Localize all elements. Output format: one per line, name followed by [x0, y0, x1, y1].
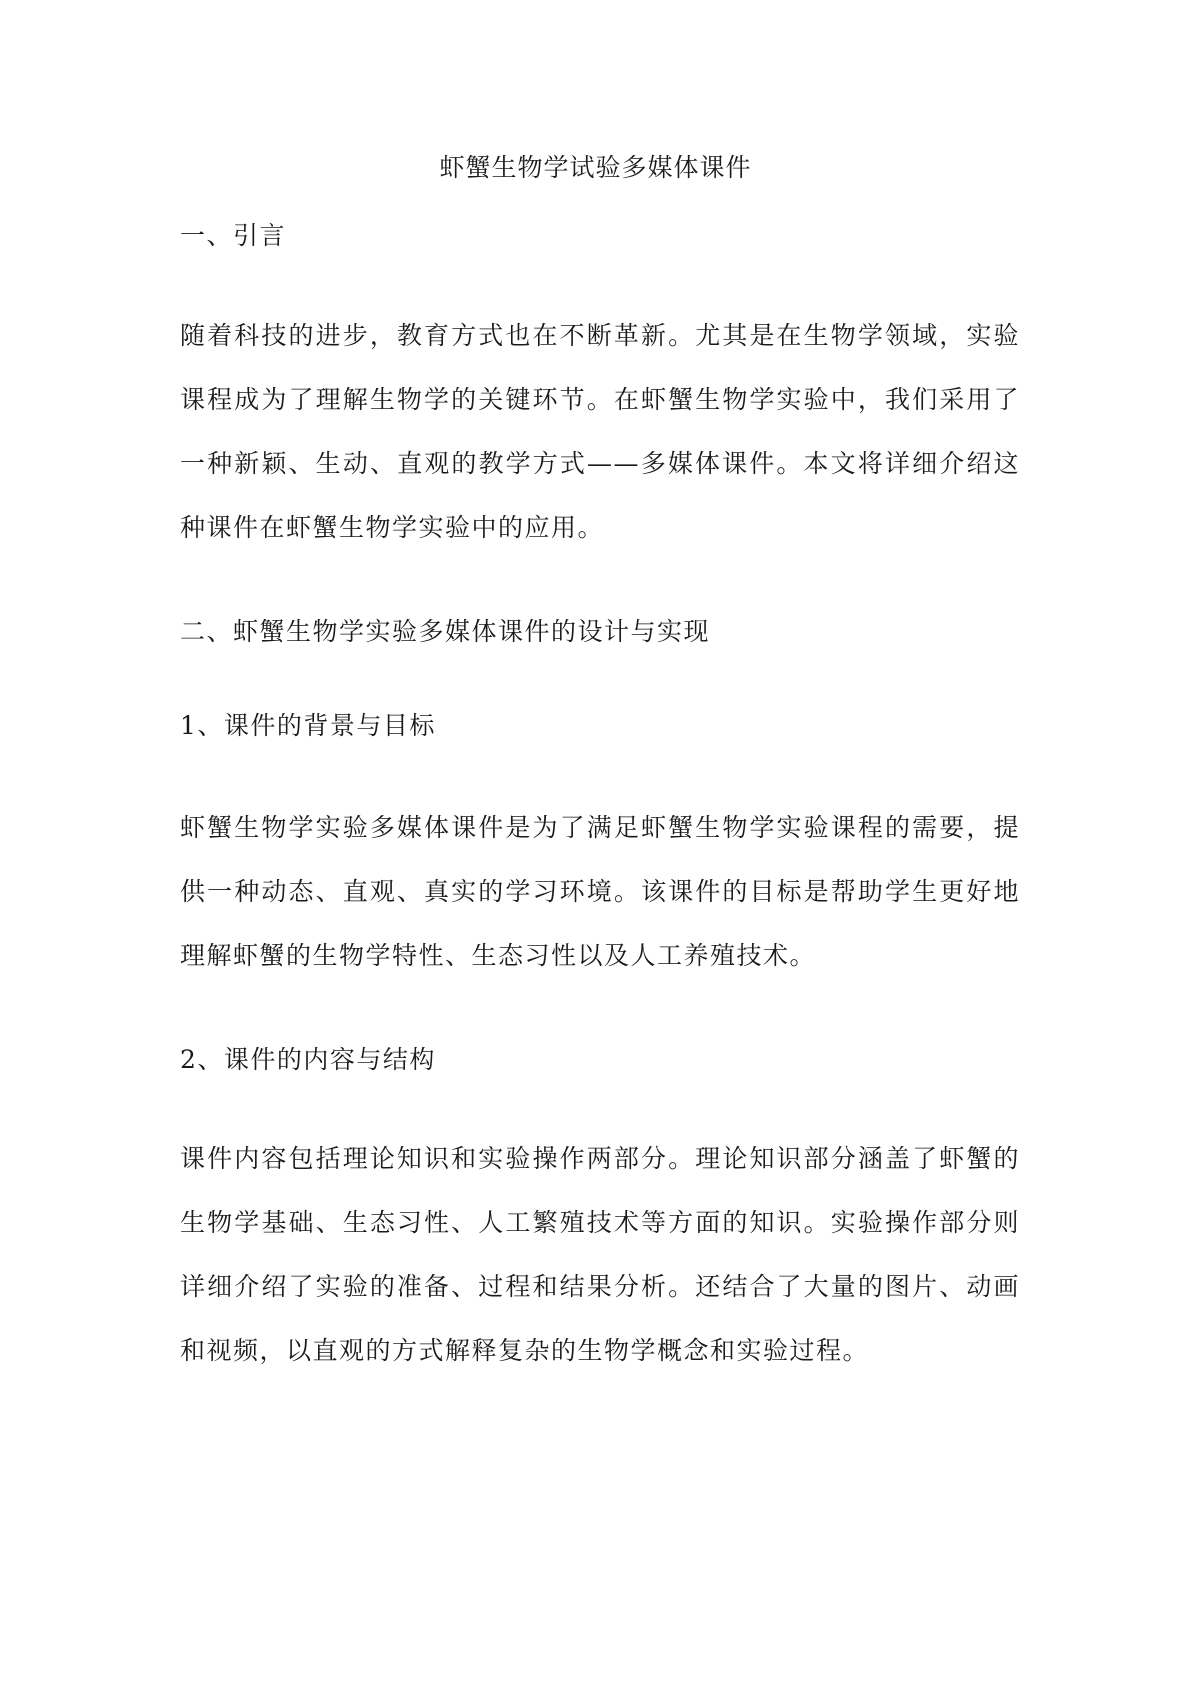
paragraph-content: 课件内容包括理论知识和实验操作两部分。理论知识部分涵盖了虾蟹的生物学基础、生态习性、人工繁殖技术等方面的知识。实验操作部分则详细介绍了实验的准备、过程和结果分析。还结合了大量的图片、动画和视频，以直观的方式解释复杂的生物学概念和实验过程。	[180, 1144, 1020, 1365]
subsection-heading-background: 1、课件的背景与目标	[180, 711, 436, 740]
section-heading-design: 二、虾蟹生物学实验多媒体课件的设计与实现	[180, 617, 711, 646]
section-heading-introduction: 一、引言	[180, 221, 287, 250]
document-title: 虾蟹生物学试验多媒体课件	[439, 153, 752, 182]
subsection-heading-content: 2、课件的内容与结构	[180, 1045, 436, 1074]
paragraph-background: 虾蟹生物学实验多媒体课件是为了满足虾蟹生物学实验课程的需要，提供一种动态、直观、真实的学习环境。该课件的目标是帮助学生更好地理解虾蟹的生物学特性、生态习性以及人工养殖技术。	[180, 813, 1020, 970]
paragraph-introduction: 随着科技的进步，教育方式也在不断革新。尤其是在生物学领域，实验课程成为了理解生物学的关键环节。在虾蟹生物学实验中，我们采用了一种新颖、生动、直观的教学方式——多媒体课件。本文将详细介绍这种课件在虾蟹生物学实验中的应用。	[180, 321, 1020, 542]
